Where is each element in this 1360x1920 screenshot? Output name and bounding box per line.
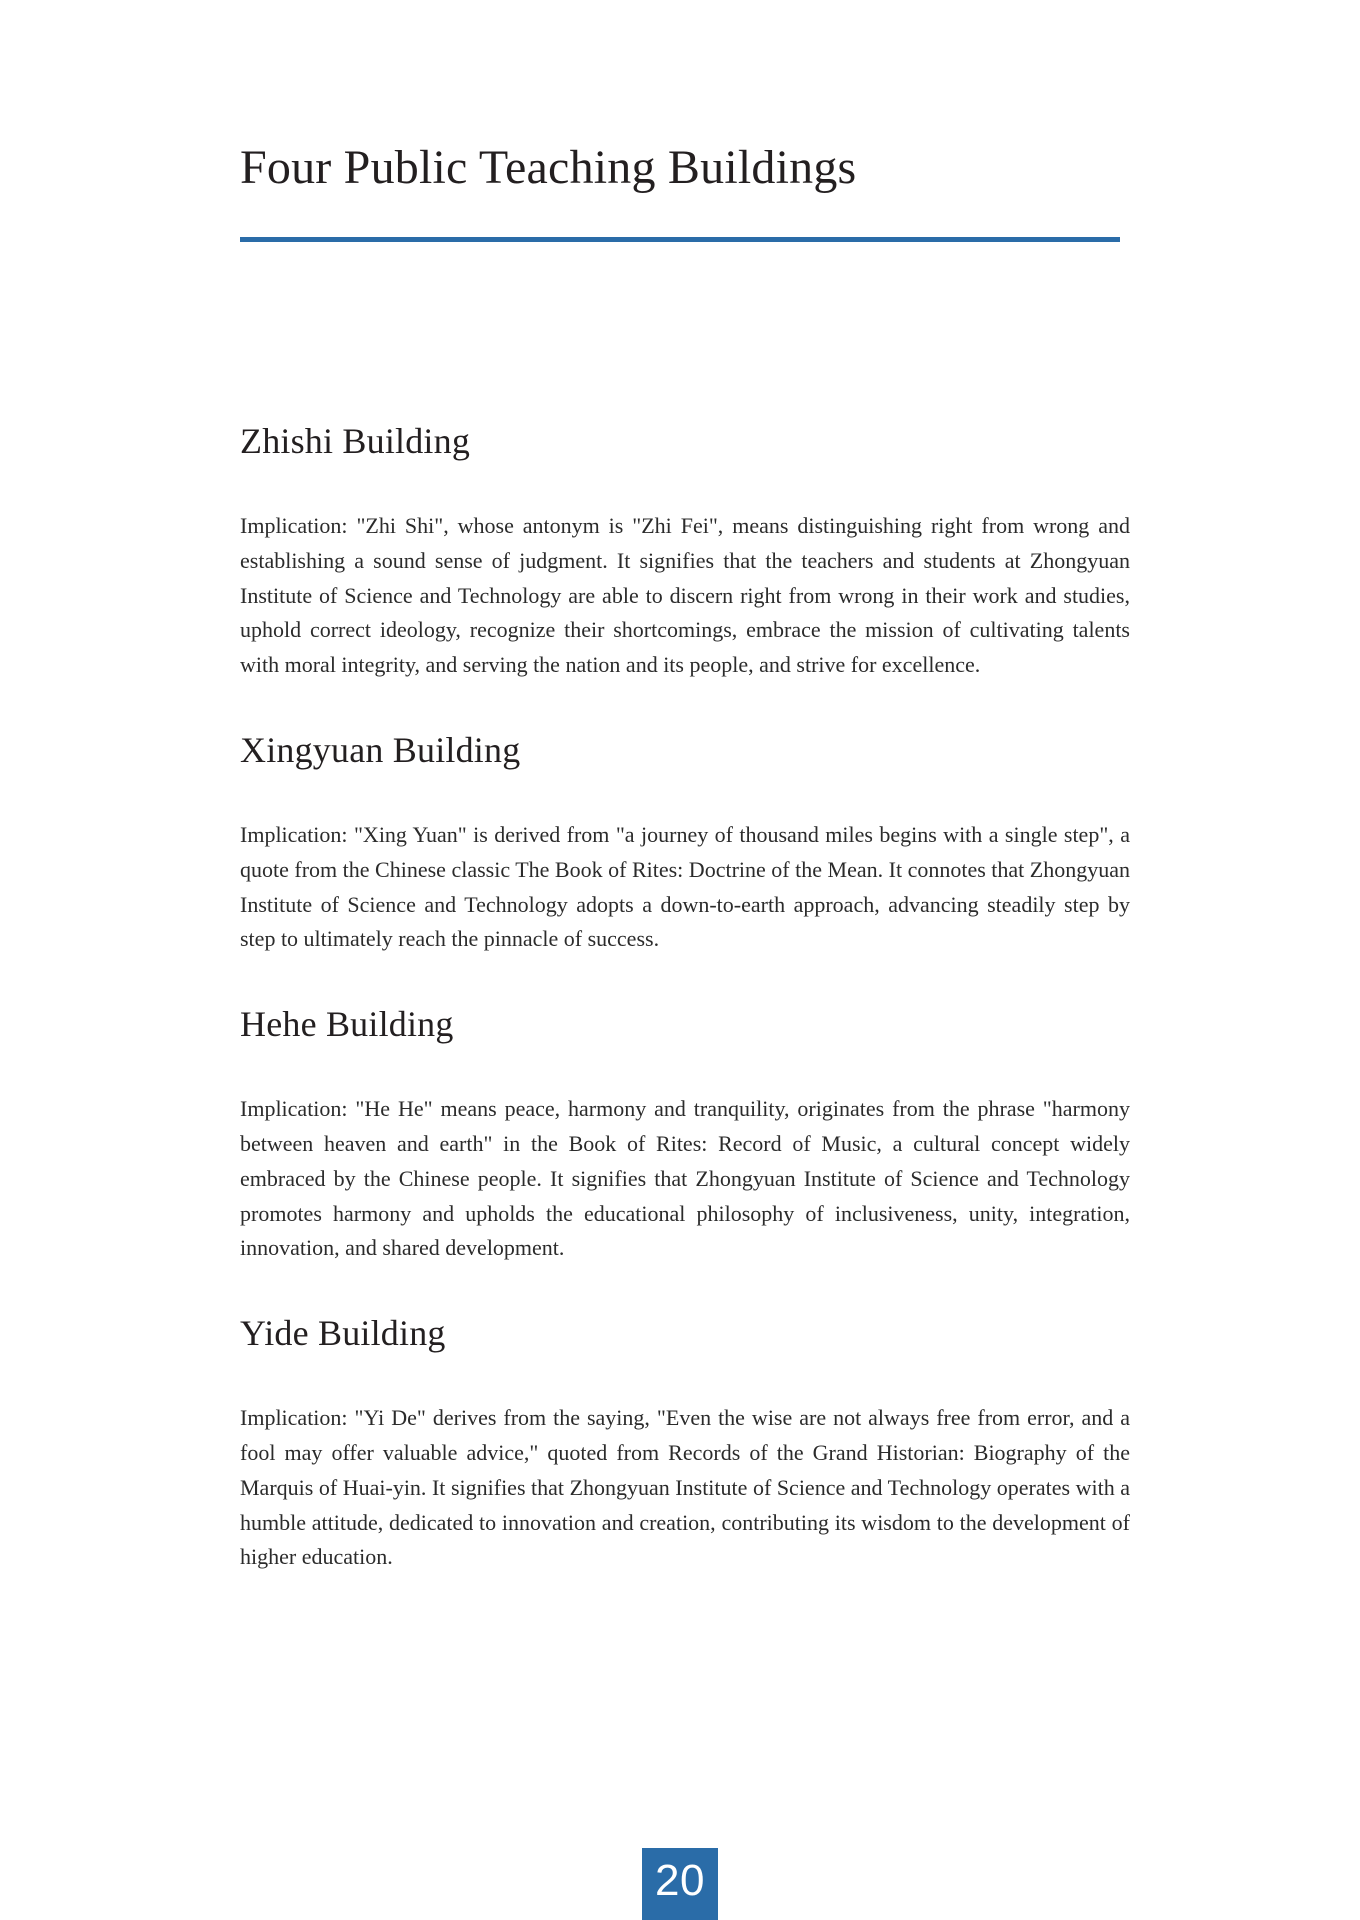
page-header <box>240 140 1120 242</box>
page-title: Four Public Teaching Buildings <box>240 141 857 194</box>
section-hehe-building <box>240 1003 1130 1266</box>
section-paragraph: Implication: "He He" means peace, harmony and tranquility, originates from the phrase "harmony between heaven and earth" in the Book of Rites: Record of Music, a cultural concept widely embraced by the Chinese people. It signifies that Zhongyuan Institute of Science and Technology promotes harmony and upholds the educational philosophy of inclusiveness, unity, integration, innovation, and shared development. <box>240 1096 1130 1261</box>
title-divider-rule <box>240 237 1120 242</box>
section-heading: Hehe Building <box>240 1004 454 1045</box>
section-xingyuan-building <box>240 729 1130 957</box>
section-heading: Zhishi Building <box>240 421 471 461</box>
page-number-badge <box>642 1848 718 1920</box>
section-yide-building <box>240 1312 1130 1575</box>
page-number: 20 <box>655 1856 705 1905</box>
section-paragraph: Implication: "Yi De" derives from the saying, "Even the wise are not always free from error, and a fool may offer valuable advice," quoted from Records of the Grand Historian: Biography of the Marquis of Huai-yin. It signifies that Zhongyuan Institute of Science and Technology operates with a humble attitude, dedicated to innovation and creation, contributing its wisdom to the development of higher education. <box>240 1405 1130 1570</box>
section-heading: Yide Building <box>240 1313 446 1354</box>
document-body <box>240 420 1130 1575</box>
section-zhishi-building <box>240 420 1130 683</box>
section-heading: Xingyuan Building <box>240 729 521 770</box>
section-paragraph: Implication: "Xing Yuan" is derived from "a journey of thousand miles begins with a single step", a quote from the Chinese classic The Book of Rites: Doctrine of the Mean. It connotes that Zhongyuan Institute of Science and Technology adopts a down-to-earth approach, advancing steadily step by step to ultimately reach the pinnacle of success. <box>240 822 1130 952</box>
section-paragraph: Implication: "Zhi Shi", whose antonym is "Zhi Fei", means distinguishing right from wrong and establishing a sound sense of judgment. It signifies that the teachers and students at Zhongyuan Institute of Science and Technology are able to discern right from wrong in their work and studies, uphold correct ideology, recognize their shortcomings, embrace the mission of cultivating talents with moral integrity, and serving the nation and its people, and strive for excellence. <box>240 513 1130 678</box>
